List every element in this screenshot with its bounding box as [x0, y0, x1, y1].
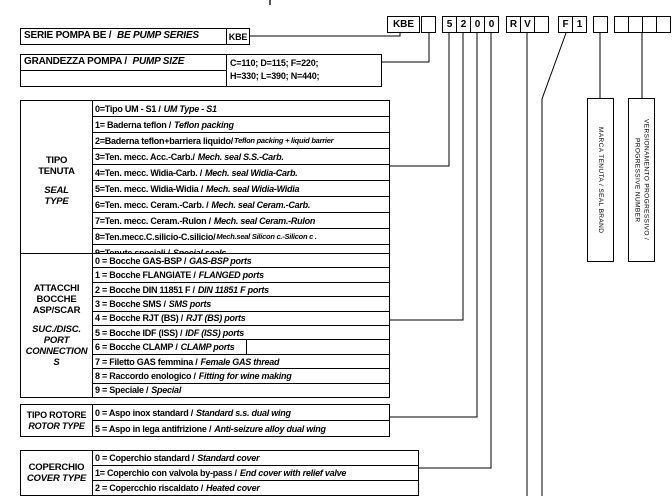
serie-pompa-label: [20, 28, 227, 45]
table-row: 2 = Bocche DIN 11851 F / DIN 11851 F ports: [93, 283, 389, 297]
seal-label-line: TENUTA: [38, 165, 75, 177]
code-cell: [628, 16, 643, 33]
table-row: 1= Coperchio con valvola by-pass / End cover with relief valve: [93, 466, 418, 481]
pump-size-line2: H=330; L=390; N=440;: [230, 71, 320, 81]
serie-pompa-value: KBE: [226, 28, 250, 45]
cover-label-line: COVER TYPE: [26, 473, 87, 484]
code-group-series: [387, 16, 420, 33]
rotor-label-line: TIPO ROTORE: [26, 409, 87, 420]
table-row: 4=Ten. mecc. Widia-Carb. / Mech. seal Widia-Carb.: [93, 165, 389, 181]
serie-label-it: SERIE POMPA BE /: [24, 30, 112, 41]
code-cell: 2: [456, 16, 471, 33]
code-cell: 5: [442, 16, 457, 33]
table-row: 8=Ten.mecc.C.silicio-C.silicio/ Mech.seal Silicon c.-Silicon c .: [93, 229, 389, 245]
port-label-line: SUC./DISC.: [32, 324, 81, 335]
table-row: 0=Tipo UM - S1 / UM Type - S1: [93, 101, 389, 117]
code-cell: R: [506, 16, 521, 33]
code-cell: V: [520, 16, 535, 33]
table-row: 3=Ten. mecc. Acc.-Carb./ Mech. seal S.S.-Carb.: [93, 149, 389, 165]
grandezza-label-divider: [20, 70, 227, 71]
port-connections-label: [20, 253, 93, 398]
seal-label-line: SEAL: [44, 184, 69, 196]
code-group-f: [558, 16, 587, 33]
code-group-seal-brand: [593, 16, 608, 33]
code-group-digits: [442, 16, 499, 33]
cover-label-line: COPERCHIO: [28, 462, 85, 473]
cover-type-options: [92, 450, 419, 496]
table-row: 5=Ten. mecc. Widia-Widia / Mech. seal Widia-Widia: [93, 181, 389, 197]
port-label-line: ATTACCHI: [33, 283, 80, 294]
progressive-number-text: VERSIONAMENTO PROGRESSIVO / PROGRESSIVE NUMBER: [633, 119, 650, 241]
table-row: 8 = Raccordo enologico / Fitting for wine making: [93, 369, 389, 383]
code-cell: 1: [572, 16, 587, 33]
code-group-progressive: [614, 16, 671, 33]
port-label-line: BOCCHE: [36, 294, 77, 305]
code-cell: [614, 16, 629, 33]
code-group-letters: [506, 16, 549, 33]
table-row: 2=Baderna teflon+barriera liquido/ Teflon packing + liquid barrier: [93, 133, 389, 149]
table-row: 3 = Bocche SMS / SMS ports: [93, 297, 389, 311]
table-row: 0 = Aspo inox standard / Standard s.s. dual wing: [93, 405, 389, 421]
code-cell: F: [558, 16, 573, 33]
seal-type-options: [92, 100, 390, 261]
seal-brand-text: MARCA TENUTA / SEAL BRAND: [597, 126, 604, 234]
table-row: 7=Ten. mecc. Ceram.-Rulon / Mech. seal Ceram.-Rulon: [93, 213, 389, 229]
code-cell-series: KBE: [387, 16, 420, 33]
code-cell: 0: [470, 16, 485, 33]
rotor-type-label: [20, 404, 93, 437]
port-label-line: CONNECTION: [25, 346, 88, 357]
serie-label-en: BE PUMP SERIES: [116, 30, 199, 41]
seal-label-line: TIPO: [45, 154, 68, 166]
port-label-line: PORT: [43, 335, 70, 346]
port-label-line: ASP/SCAR: [32, 305, 81, 316]
code-cell: [642, 16, 657, 33]
table-row: 4 = Bocche RJT (BS) / RJT (BS) ports: [93, 312, 389, 326]
table-row: 6 = Bocche CLAMP / CLAMP ports: [93, 340, 389, 354]
code-cell: 0: [484, 16, 499, 33]
table-row: 5 = Bocche IDF (ISS) / IDF (ISS) ports: [93, 326, 389, 340]
rotor-type-options: [92, 404, 390, 437]
table-row: 9 = Speciale / Special: [95, 385, 182, 396]
code-cell: [656, 16, 671, 33]
seal-label-line: TYPE: [44, 195, 69, 207]
table-row: 5 = Aspo in lega antifrizione / Anti-seizure alloy dual wing: [95, 423, 326, 434]
code-group-size: [421, 16, 436, 33]
seal-type-label: [20, 100, 93, 261]
table-row: 2 = Copercchio riscaldato / Heated cover: [95, 483, 260, 493]
table-row: 6=Ten. mecc. Ceram.-Carb. / Mech. seal Ceram.-Carb.: [93, 197, 389, 213]
seal-brand-box: [587, 98, 614, 262]
clamp-row-divider: [246, 340, 247, 355]
grandezza-label-it: GRANDEZZA POMPA /: [24, 56, 127, 67]
code-cell-size: [421, 16, 436, 33]
table-row: 1= Baderna teflon / Teflon packing: [93, 117, 389, 133]
grandezza-label-en: PUMP SIZE: [132, 56, 185, 67]
grandezza-pompa-value: [226, 54, 382, 87]
pump-size-line1: C=110; D=115; F=220;: [230, 58, 319, 68]
table-row: 0 = Bocche GAS-BSP / GAS-BSP ports: [93, 254, 389, 268]
code-cell-seal-brand: [593, 16, 608, 33]
table-row: 7 = Filetto GAS femmina / Female GAS thread: [93, 355, 389, 369]
cover-type-label: [20, 450, 93, 496]
rotor-label-line: ROTOR TYPE: [28, 420, 85, 431]
code-cell: [534, 16, 549, 33]
table-row: 0 = Coperchio standard / Standard cover: [93, 451, 418, 466]
progressive-number-box: [628, 98, 655, 262]
cropped-text-fragment: [269, 0, 271, 5]
port-label-line: S: [53, 357, 60, 368]
port-connections-options: [92, 253, 390, 398]
table-row: 1 = Bocche FLANGIATE / FLANGED ports: [93, 268, 389, 282]
